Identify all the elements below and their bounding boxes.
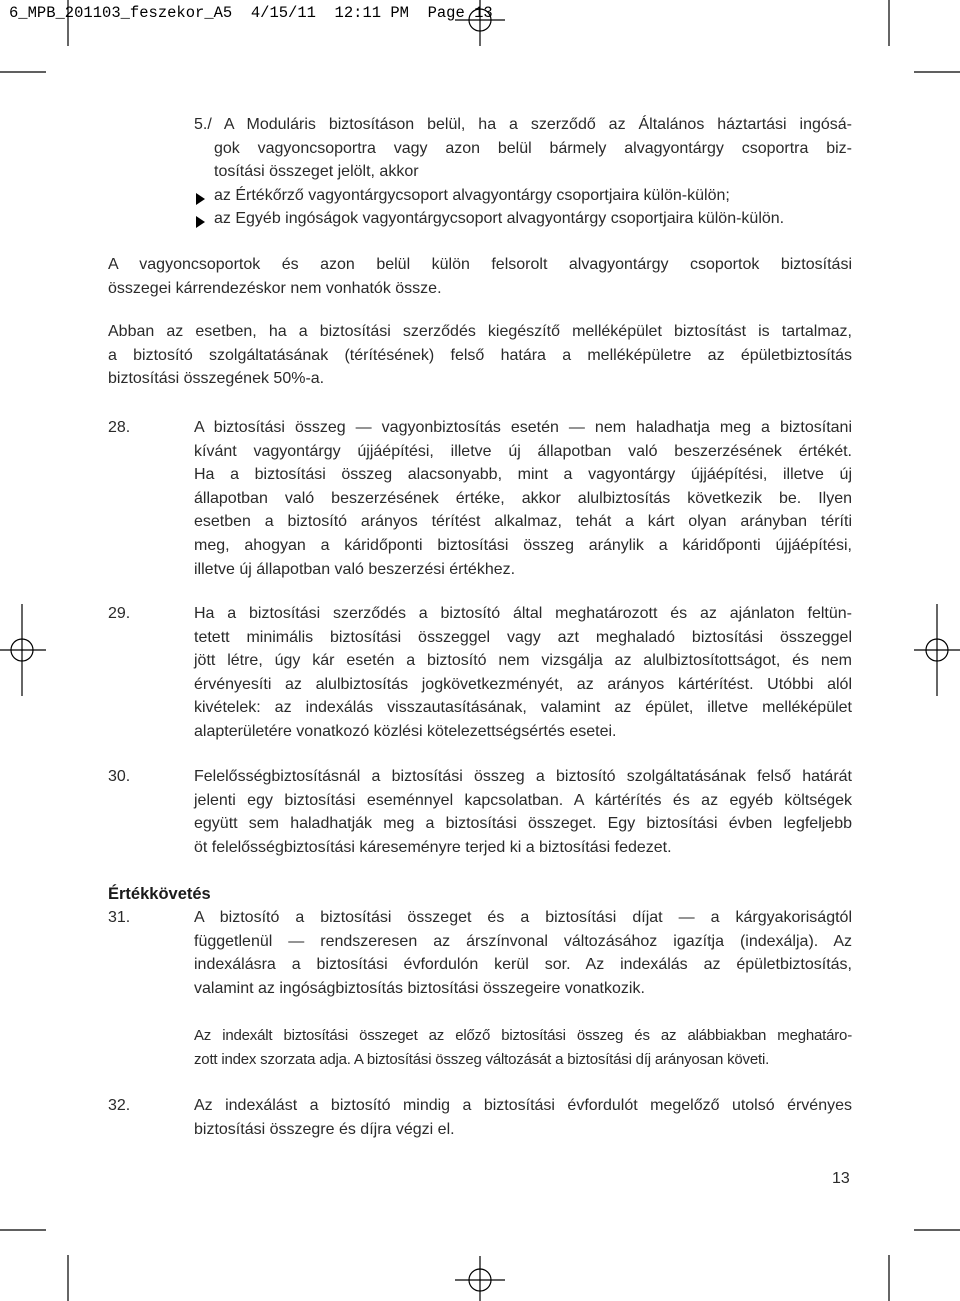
item-line: öt felelősségbiztosítási káreseményre terjed ki a biztosítási fedezet.	[194, 838, 672, 856]
paragraph-line: a biztosító szolgáltatásának (térítésének) felső határa a melléképületre az épületbiztosítás	[108, 346, 852, 364]
bullet-item-text: az Értékőrző vagyontárgycsoport alvagyontárgy csoportjaira külön-külön;	[214, 187, 730, 204]
item-line: együtt sem haladhatják meg a biztosítási összeget. Egy biztosítási évben legfeljebb	[194, 815, 852, 833]
item-line: valamint az ingóságbiztosítás biztosítási összegeire vonatkozik.	[194, 979, 645, 997]
item-line: biztosítási összegre és díjra végzi el.	[194, 1120, 455, 1138]
numbered-item-32	[194, 1097, 852, 1144]
registration-mark-bottom	[455, 1256, 505, 1301]
section-heading: Értékkövetés	[108, 885, 211, 903]
print-slug-line: 6_MPB_201103_feszekor_A5 4/15/11 12:11 PM Page 13	[9, 4, 493, 22]
paragraph-line: összegei kárrendezéskor nem vonhatók össze.	[108, 279, 442, 297]
bullet-item-text: az Egyéb ingóságok vagyontárgycsoport alvagyontárgy csoportjaira külön-külön.	[214, 210, 785, 227]
item-line: A biztosítási összeg — vagyonbiztosítás esetén — nem haladhatja meg a biztosítani	[194, 419, 852, 436]
intro-line: gok vagyoncsoportra vagy azon belül bármely alvagyontárgy csoportra biz-	[214, 139, 852, 157]
note-line: zott index szorzata adja. A biztosítási összeg változását a biztosítási díj arányosan követi.	[194, 1050, 770, 1068]
item-line: esetben a biztosító arányos térítést alkalmaz, tehát a kárt olyan arányban téríti	[194, 513, 852, 531]
numbered-item-29	[194, 605, 852, 747]
item-line: Felelősségbiztosításnál a biztosítási összeg a biztosító szolgáltatásának felső határát	[194, 768, 852, 785]
item-line: meg, ahogyan a káridőponti biztosítási összeg aránylik a káridőponti újjáépítési,	[194, 536, 852, 554]
item-line: alapterületére vonatkozó közlési kötelezettségsértés esetei.	[194, 722, 617, 740]
intro-line: 5./ A Moduláris biztosításon belül, ha a szerződő az Általános háztartási ingósá-	[194, 116, 852, 133]
item-number: 31.	[108, 909, 131, 926]
item-line: Ha a biztosítási összeg alacsonyabb, mint a vagyontárgy újjáépítési, illetve új	[194, 466, 852, 484]
note-line: Az indexált biztosítási összeget az előző biztosítási összeg és az alábbiakban meghatáro-	[194, 1027, 852, 1044]
paragraph-line: A vagyoncsoportok és azon belül külön felsorolt alvagyontárgy csoportok biztosítási	[108, 256, 852, 273]
item-number: 30.	[108, 768, 131, 785]
item-line: Ha a biztosítási szerződés a biztosító által meghatározott és az ajánlaton feltün-	[194, 605, 852, 622]
bullet-triangle-icon	[196, 187, 212, 210]
page-number: 13	[832, 1170, 850, 1187]
numbered-item-31	[194, 909, 852, 1003]
item-line: A biztosító a biztosítási összeget és a biztosítási díjat — a kárgyakoriságtól	[194, 909, 852, 926]
item-number: 28.	[108, 419, 131, 436]
numbered-item-30	[194, 768, 852, 862]
item-number: 32.	[108, 1097, 131, 1114]
paragraph-line: Abban az esetben, ha a biztosítási szerződés kiegészítő melléképület biztosítást is tartalmaz,	[108, 323, 852, 340]
index-note	[194, 1027, 852, 1074]
bullet-item	[214, 187, 730, 211]
numbered-item-28	[194, 419, 852, 584]
item-line: illetve új állapotban való beszerzési értékhez.	[194, 560, 516, 578]
bullet-item	[214, 210, 784, 234]
intro-line: tosítási összeget jelölt, akkor	[214, 163, 419, 181]
item-line: jelenti egy biztosítási eseménnyel kapcsolatban. A kártérítés és az egyéb költségek	[194, 791, 852, 809]
item-line: kívánt vagyontárgy újjáépítési, illetve új állapotban való beszerzésének értékét.	[194, 442, 852, 460]
item-line: függetlenül — rendszeresen az árszínvonal változásához igazítja (indexálja). Az	[194, 932, 852, 950]
item-line: érvényesíti az alulbiztosítás jogkövetkezményét, az arányos kártérítést. Utóbbi alól	[194, 675, 852, 693]
bullet-triangle-icon	[196, 210, 212, 233]
item-line: Az indexálást a biztosító mindig a biztosítási évfordulót megelőző utolsó érvényes	[194, 1097, 852, 1114]
intro-paragraph	[194, 116, 852, 187]
item-line: indexálásra a biztosítási évfordulón kerül sor. Az indexálás az épületbiztosítás,	[194, 956, 852, 974]
registration-mark-left	[0, 604, 46, 696]
item-line: tetett minimális biztosítási összeggel vagy azt meghaladó biztosítási összeggel	[194, 628, 852, 646]
item-line: kivételek: az indexálás visszautasításának, valamint az épület, illetve melléképület	[194, 699, 852, 717]
paragraph	[108, 323, 852, 394]
item-line: jött létre, úgy kár esetén a biztosító nem vizsgálja az alulbiztosítottságot, és nem	[194, 652, 852, 670]
paragraph-line: biztosítási összegének 50%-a.	[108, 370, 325, 388]
item-line: állapotban való beszerzésének értéke, akkor alulbiztosítás következik be. Ilyen	[194, 489, 852, 507]
item-number: 29.	[108, 605, 131, 622]
registration-mark-right	[914, 604, 960, 696]
paragraph	[108, 256, 852, 303]
